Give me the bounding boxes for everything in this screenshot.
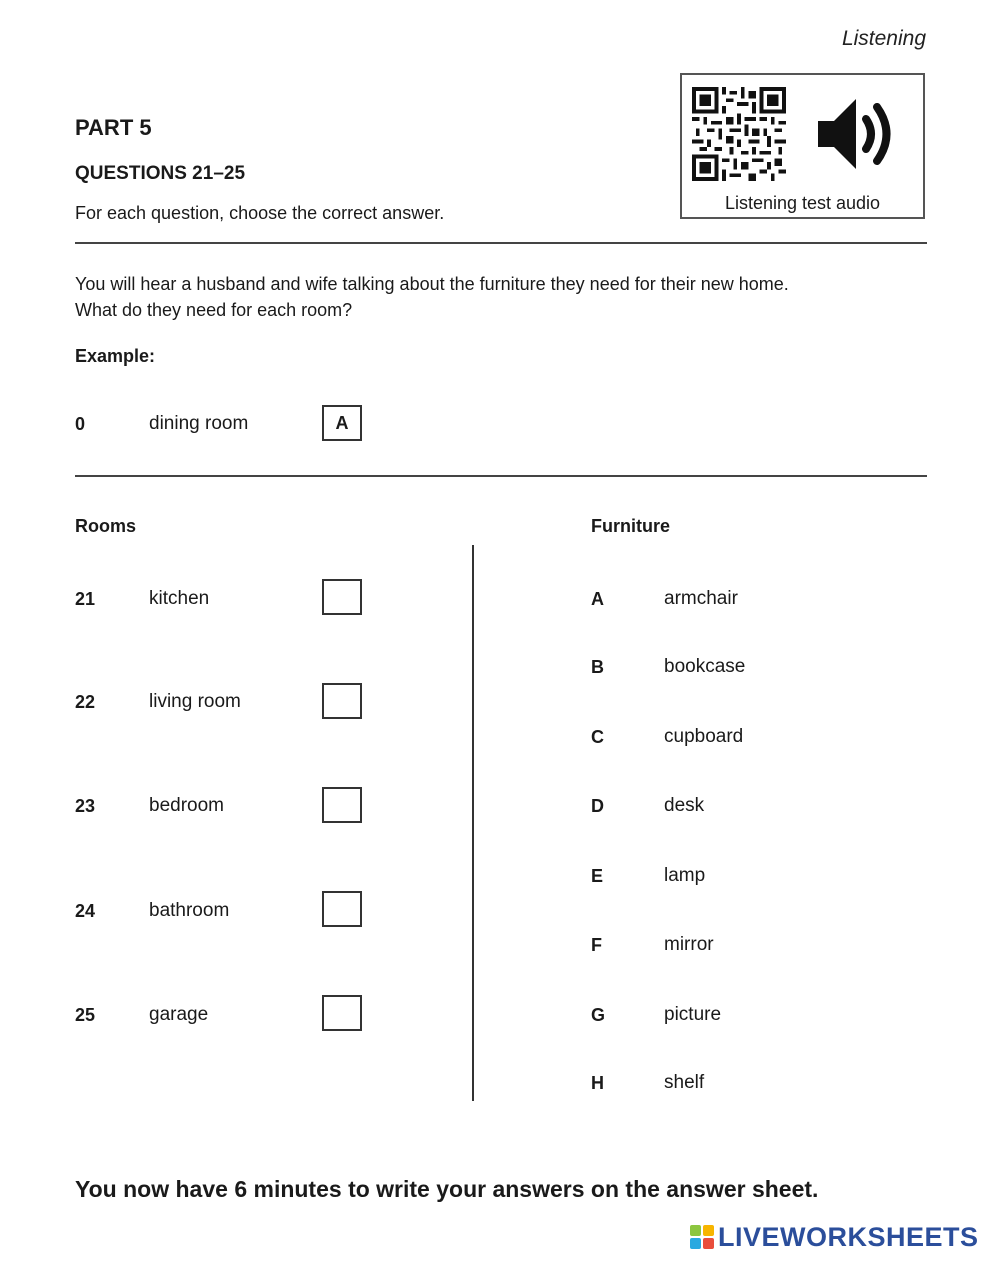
room-label: bedroom — [149, 795, 224, 816]
brand-name: LIVEWORKSHEETS — [718, 1221, 979, 1252]
furniture-name: cupboard — [664, 726, 744, 747]
answer-box-21[interactable] — [322, 579, 362, 615]
furniture-letter: F — [591, 935, 602, 955]
audio-player[interactable] — [680, 73, 925, 219]
furniture-letter: D — [591, 796, 604, 816]
furniture-name: shelf — [664, 1072, 705, 1093]
questions-title: QUESTIONS 21–25 — [75, 163, 246, 184]
liveworksheets-logo-icon — [690, 1225, 714, 1249]
furniture-letter: E — [591, 866, 604, 886]
answer-box-25[interactable] — [322, 995, 362, 1031]
furniture-name: lamp — [664, 865, 706, 886]
section-label: Listening — [841, 27, 926, 50]
furniture-name: bookcase — [664, 656, 746, 677]
furniture-letter: G — [591, 1005, 606, 1025]
column-divider — [472, 545, 474, 1101]
furniture-name: mirror — [664, 934, 714, 955]
question-number: 23 — [75, 796, 96, 816]
footer-instruction: You now have 6 minutes to write your answers on the answer sheet. — [75, 1176, 819, 1202]
example-room: dining room — [149, 413, 249, 434]
divider-top — [75, 242, 927, 244]
intro-line-2: What do they need for each room? — [75, 300, 353, 320]
question-number: 24 — [75, 901, 96, 921]
divider-middle — [75, 475, 927, 477]
furniture-letter: H — [591, 1073, 604, 1093]
furniture-name: picture — [664, 1004, 722, 1025]
audio-caption: Listening test audio — [724, 193, 881, 213]
intro-line-1: You will hear a husband and wife talking about the furniture they need for their new home. — [75, 274, 789, 294]
example-answer-box: A — [322, 405, 362, 441]
example-number: 0 — [75, 414, 86, 434]
question-number: 22 — [75, 692, 96, 712]
instruction-text: For each question, choose the correct answer. — [75, 203, 445, 223]
answer-box-23[interactable] — [322, 787, 362, 823]
room-label: living room — [149, 691, 241, 712]
speaker-icon[interactable] — [814, 93, 898, 175]
question-number: 21 — [75, 589, 96, 609]
furniture-letter: B — [591, 657, 604, 677]
furniture-letter: C — [591, 727, 604, 747]
part-title: PART 5 — [75, 115, 152, 140]
answer-box-24[interactable] — [322, 891, 362, 927]
intro-text — [75, 271, 789, 323]
furniture-letter: A — [591, 589, 604, 609]
rooms-heading: Rooms — [75, 516, 137, 536]
furniture-name: desk — [664, 795, 705, 816]
room-label: kitchen — [149, 588, 210, 609]
qr-code-icon[interactable] — [692, 87, 786, 181]
furniture-name: armchair — [664, 588, 738, 609]
room-label: bathroom — [149, 900, 230, 921]
furniture-heading: Furniture — [591, 516, 670, 536]
example-label: Example: — [75, 346, 156, 366]
answer-box-22[interactable] — [322, 683, 362, 719]
room-label: garage — [149, 1004, 209, 1025]
liveworksheets-brand[interactable] — [690, 1219, 979, 1255]
question-number: 25 — [75, 1005, 96, 1025]
